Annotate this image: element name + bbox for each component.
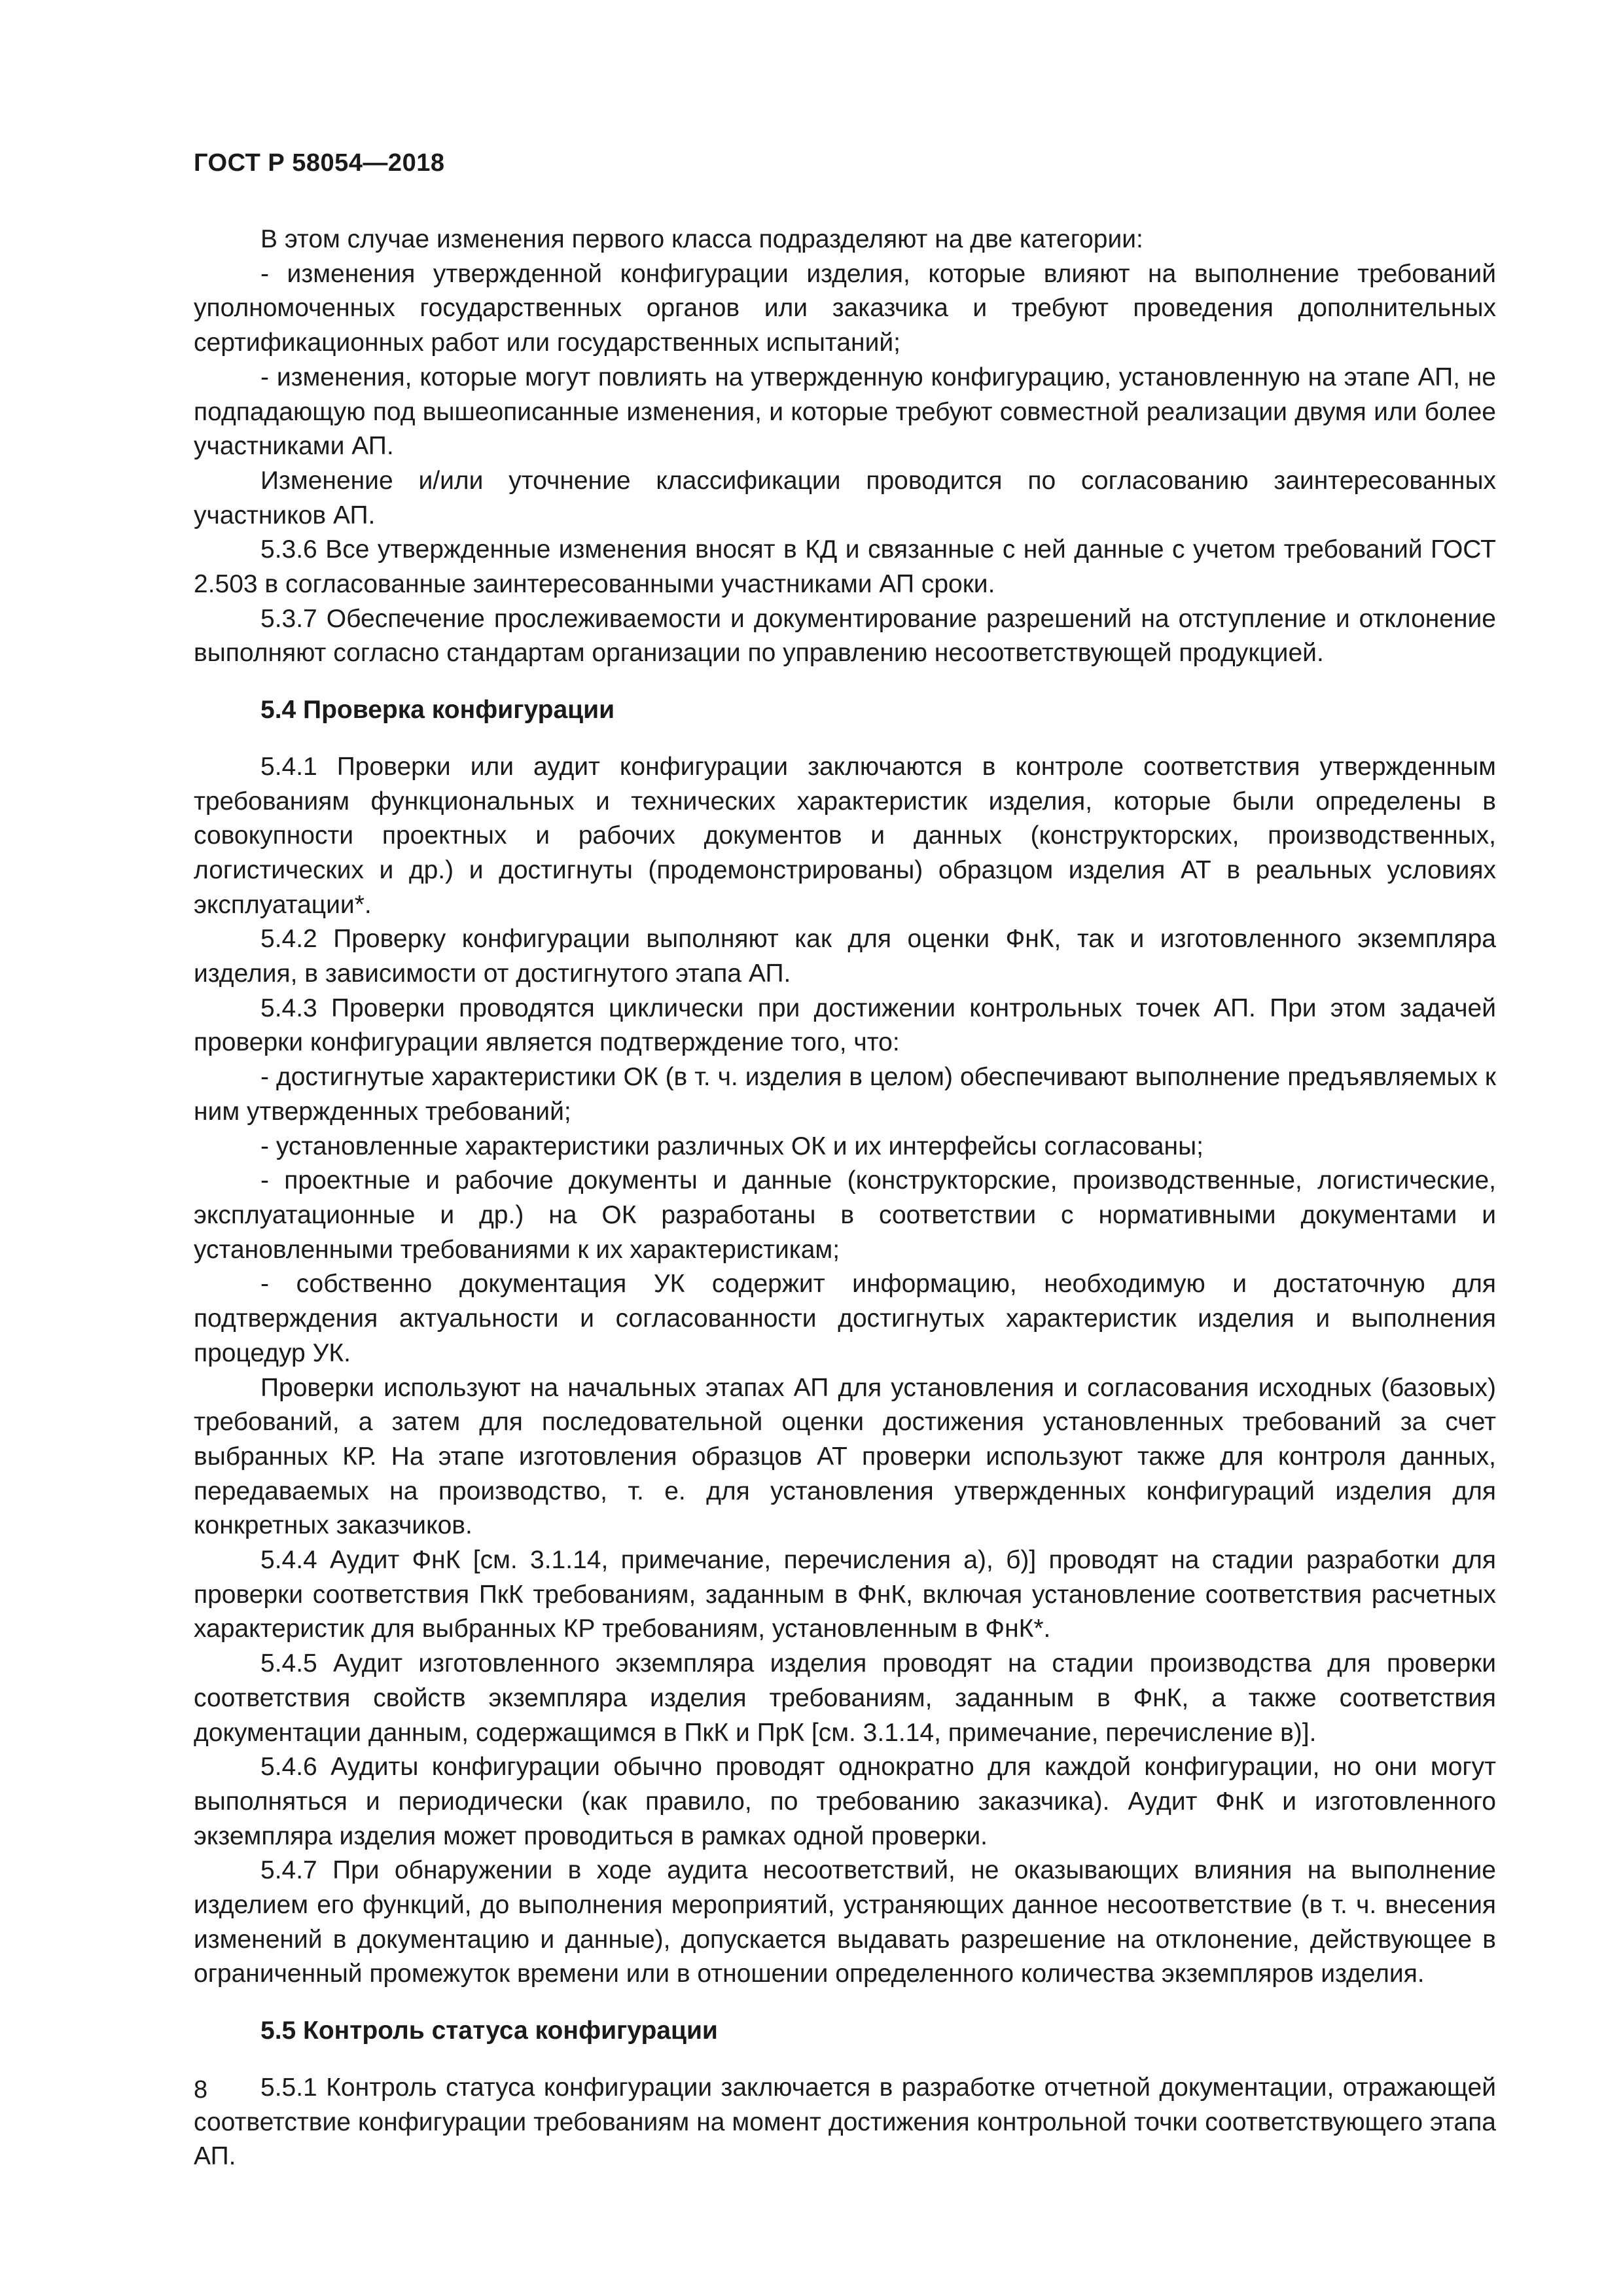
section-heading-5-5: 5.5 Контроль статуса конфигурации xyxy=(260,2017,718,2045)
paragraph: 5.4.3 Проверки проводятся циклически при достижении контрольных точек АП. При этом задачей проверки конфигурации является подтверждение того, что: xyxy=(194,994,1496,1057)
paragraph: Изменение и/или уточнение классификации проводится по согласованию заинтересованных участников АП. xyxy=(194,466,1496,529)
list-item: - проектные и рабочие документы и данные (конструкторские, производственные, логистические, эксплуатационные и др.) на ОК разработаны в соответствии с нормативными документами и установленными требованиями к их характеристикам; xyxy=(194,1166,1496,1264)
paragraph: 5.4.1 Проверки или аудит конфигурации заключаются в контроле соответствия утвержденным требованиям функциональных и технических характеристик изделия, которые были определены в совокупности проектных и рабочих документов и данных (конструкторских, производственных, логистических и др.) и достигнуты (продемонстрированы) образцом изделия АТ в реальных условиях эксплуатации*. xyxy=(194,752,1496,919)
paragraph: В этом случае изменения первого класса подразделяют на две категории: xyxy=(260,225,1143,253)
paragraph: 5.4.5 Аудит изготовленного экземпляра изделия проводят на стадии производства для проверки соответствия свойств экземпляра изделия требованиям, заданным в ФнК, а также соответствия документации данным, содержащимся в ПкК и ПрК [см. 3.1.14, примечание, перечисление в)]. xyxy=(194,1649,1496,1747)
paragraph: 5.3.6 Все утвержденные изменения вносят в КД и связанные с ней данные с учетом требований ГОСТ 2.503 в согласованные заинтересованными участниками АП сроки. xyxy=(194,535,1496,599)
paragraph: Проверки используют на начальных этапах АП для установления и согласования исходных (базовых) требований, а затем для последовательной оценки достижения установленных требований за счет выбранных КР. На этапе изготовления образцов АТ проверки используют также для контроля данных, передаваемых на производство, т. е. для установления утвержденных конфигураций изделия для конкретных заказчиков. xyxy=(194,1373,1496,1540)
document-body xyxy=(194,223,1496,2174)
section-heading-5-4: 5.4 Проверка конфигурации xyxy=(260,696,615,725)
paragraph: 5.4.7 При обнаружении в ходе аудита несоответствий, не оказывающих влияния на выполнение изделием его функций, до выполнения мероприятий, устраняющих данное несоответствие (в т. ч. внесения изменений в документацию и данные), допускается выдавать разрешение на отклонение, действующее в ограниченный промежуток времени или в отношении определенного количества экземпляров изделия. xyxy=(194,1856,1496,1988)
list-item: - изменения утвержденной конфигурации изделия, которые влияют на выполнение требований уполномоченных государственных органов или заказчика и требуют проведения дополнительных сертификационных работ или государственных испытаний; xyxy=(194,259,1496,357)
paragraph: 5.3.7 Обеспечение прослеживаемости и документирование разрешений на отступление и отклонение выполняют согласно стандартам организации по управлению несоответствующей продукцией. xyxy=(194,604,1496,668)
list-item: - установленные характеристики различных ОК и их интерфейсы согласованы; xyxy=(260,1132,1204,1160)
document-header-id: ГОСТ Р 58054—2018 xyxy=(194,149,445,177)
paragraph: 5.4.2 Проверку конфигурации выполняют как для оценки ФнК, так и изготовленного экземпляра изделия, в зависимости от достигнутого этапа АП. xyxy=(194,925,1496,988)
paragraph: 5.4.4 Аудит ФнК [см. 3.1.14, примечание, перечисления а), б)] проводят на стадии разработки для проверки соответствия ПкК требованиям, заданным в ФнК, включая установление соответствия расчетных характеристик для выбранных КР требованиям, установленным в ФнК*. xyxy=(194,1546,1496,1643)
list-item: - изменения, которые могут повлиять на утвержденную конфигурацию, установленную на этапе АП, не подпадающую под вышеописанные изменения, и которые требуют совместной реализации двумя или более участниками АП. xyxy=(194,363,1496,461)
page-number: 8 xyxy=(194,2076,208,2104)
list-item: - достигнутые характеристики ОК (в т. ч. изделия в целом) обеспечивают выполнение предъявляемых к ним утвержденных требований; xyxy=(194,1063,1496,1126)
paragraph: 5.5.1 Контроль статуса конфигурации заключается в разработке отчетной документации, отражающей соответствие конфигурации требованиям на момент достижения контрольной точки соответствующего этапа АП. xyxy=(194,2073,1496,2171)
list-item: - собственно документация УК содержит информацию, необходимую и достаточную для подтверждения актуальности и согласованности достигнутых характеристик изделия и выполнения процедур УК. xyxy=(194,1270,1496,1367)
paragraph: 5.4.6 Аудиты конфигурации обычно проводят однократно для каждой конфигурации, но они могут выполняться и периодически (как правило, по требованию заказчика). Аудит ФнК и изготовленного экземпляра изделия может проводиться в рамках одной проверки. xyxy=(194,1753,1496,1850)
